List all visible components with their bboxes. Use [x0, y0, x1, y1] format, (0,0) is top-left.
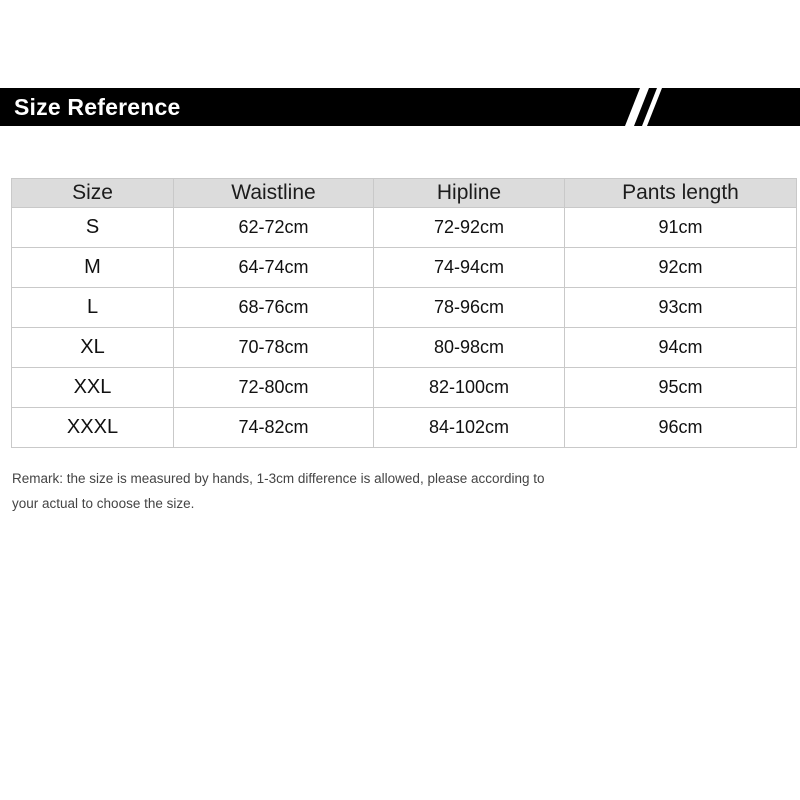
remark-line-1: Remark: the size is measured by hands, 1-3cm difference is allowed, please according to — [12, 471, 545, 486]
cell-hipline: 80-98cm — [374, 328, 565, 368]
table-header-row — [12, 179, 797, 208]
cell-size: XXXL — [12, 408, 174, 448]
cell-pants-length: 94cm — [565, 328, 797, 368]
cell-waistline: 64-74cm — [174, 248, 374, 288]
cell-hipline: 82-100cm — [374, 368, 565, 408]
table-row — [12, 328, 797, 368]
table-row — [12, 408, 797, 448]
cell-waistline: 62-72cm — [174, 208, 374, 248]
cell-size: XXL — [12, 368, 174, 408]
remark-note — [12, 466, 652, 516]
cell-waistline: 68-76cm — [174, 288, 374, 328]
header-pants-length: Pants length — [565, 179, 797, 208]
table-row — [12, 288, 797, 328]
title-banner — [0, 88, 800, 126]
cell-pants-length: 91cm — [565, 208, 797, 248]
cell-size: L — [12, 288, 174, 328]
cell-waistline: 70-78cm — [174, 328, 374, 368]
cell-size: M — [12, 248, 174, 288]
cell-hipline: 78-96cm — [374, 288, 565, 328]
table-row — [12, 208, 797, 248]
cell-size: S — [12, 208, 174, 248]
header-waistline: Waistline — [174, 179, 374, 208]
header-size: Size — [12, 179, 174, 208]
header-hipline: Hipline — [374, 179, 565, 208]
cell-pants-length: 96cm — [565, 408, 797, 448]
cell-hipline: 72-92cm — [374, 208, 565, 248]
remark-line-2: your actual to choose the size. — [12, 496, 195, 511]
page-title: Size Reference — [14, 94, 181, 120]
cell-waistline: 72-80cm — [174, 368, 374, 408]
table-row — [12, 368, 797, 408]
cell-hipline: 84-102cm — [374, 408, 565, 448]
cell-pants-length: 95cm — [565, 368, 797, 408]
size-chart-table — [11, 178, 797, 448]
cell-hipline: 74-94cm — [374, 248, 565, 288]
cell-pants-length: 92cm — [565, 248, 797, 288]
table-row — [12, 248, 797, 288]
cell-pants-length: 93cm — [565, 288, 797, 328]
cell-waistline: 74-82cm — [174, 408, 374, 448]
cell-size: XL — [12, 328, 174, 368]
